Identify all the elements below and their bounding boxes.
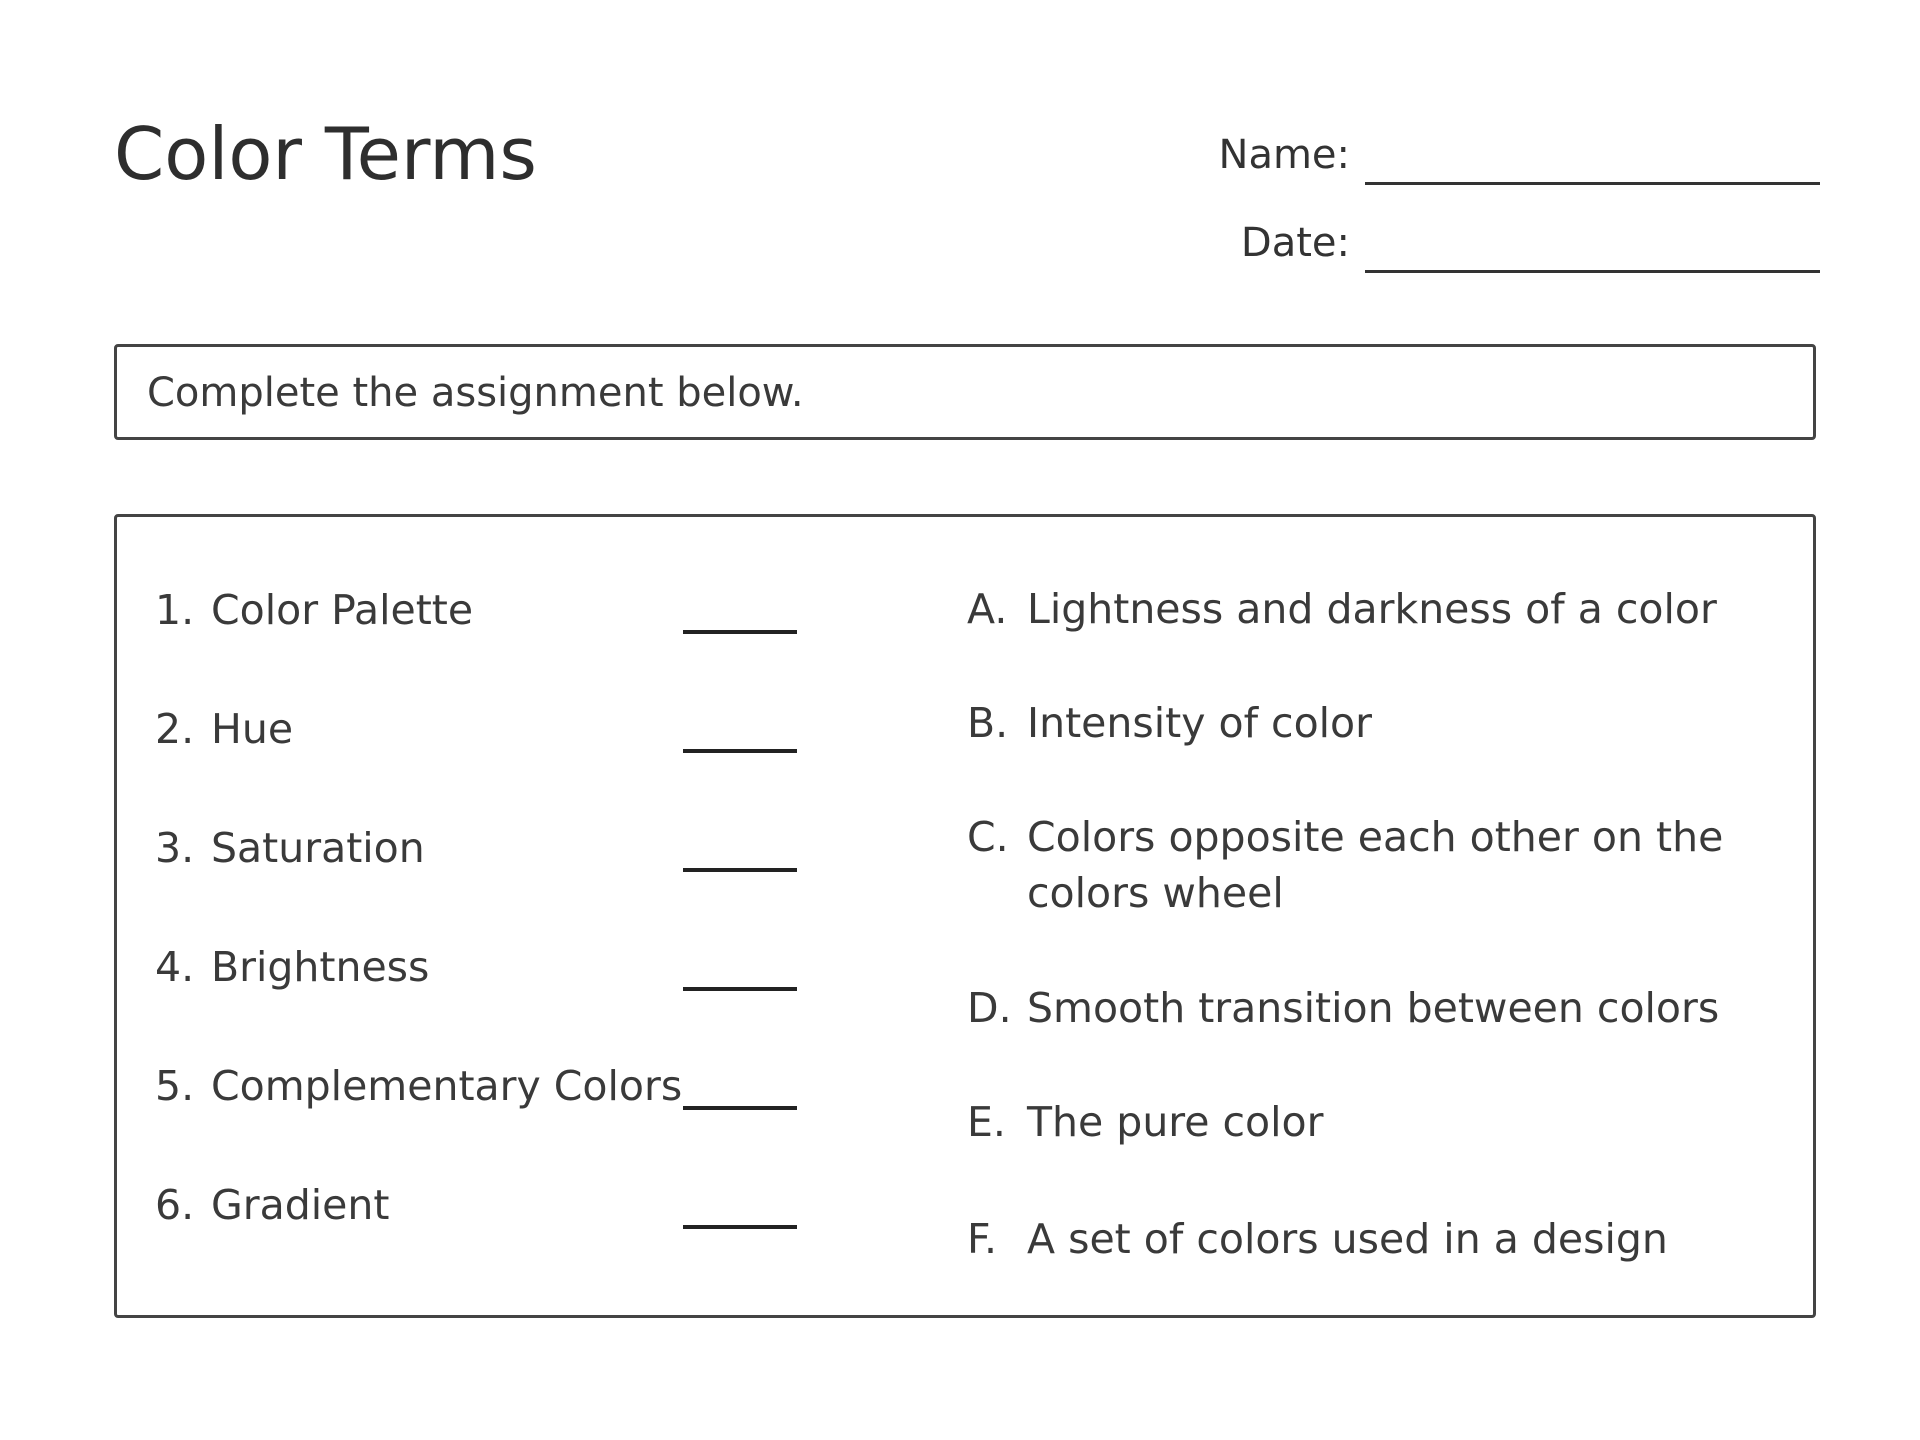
- term-label: Complementary Colors: [211, 1062, 683, 1110]
- name-blank-line[interactable]: [1365, 182, 1820, 185]
- instructions-text: Complete the assignment below.: [147, 370, 804, 416]
- term-label: Saturation: [211, 824, 425, 872]
- page-title: Color Terms: [114, 112, 537, 196]
- term-label: Hue: [211, 705, 294, 753]
- definition-item: [967, 1211, 1787, 1267]
- definition-text: A set of colors used in a design: [1027, 1215, 1668, 1263]
- definition-item: [967, 581, 1787, 637]
- term-item: [155, 1061, 682, 1111]
- answer-blank-1[interactable]: [683, 630, 797, 634]
- term-item: [155, 942, 429, 992]
- answer-blank-2[interactable]: [683, 749, 797, 753]
- term-number: 5.: [155, 1062, 195, 1110]
- definition-letter: E.: [967, 1098, 1006, 1146]
- answer-blank-5[interactable]: [683, 1106, 797, 1110]
- term-item: [155, 585, 473, 635]
- instructions-box: [114, 344, 1816, 440]
- definition-letter: C.: [967, 813, 1009, 861]
- matching-box: [114, 514, 1816, 1318]
- term-item: [155, 823, 425, 873]
- answer-blank-4[interactable]: [683, 987, 797, 991]
- definition-item: [967, 1094, 1787, 1150]
- term-item: [155, 1180, 389, 1230]
- term-number: 1.: [155, 586, 195, 634]
- definition-text: The pure color: [1027, 1098, 1324, 1146]
- definition-text: Smooth transition between colors: [1027, 984, 1720, 1032]
- definition-text: Colors opposite each other on the colors wheel: [1027, 813, 1724, 917]
- date-label: Date:: [1240, 220, 1350, 266]
- definition-letter: D.: [967, 984, 1012, 1032]
- name-label: Name:: [1218, 132, 1350, 178]
- name-field: [1200, 125, 1820, 185]
- definition-item: [967, 980, 1787, 1036]
- definition-text: Intensity of color: [1027, 699, 1372, 747]
- term-number: 6.: [155, 1181, 195, 1229]
- term-label: Gradient: [211, 1181, 390, 1229]
- answer-blank-3[interactable]: [683, 868, 797, 872]
- definition-item: [967, 809, 1787, 921]
- date-field: [1200, 213, 1820, 273]
- answer-blank-6[interactable]: [683, 1225, 797, 1229]
- term-number: 4.: [155, 943, 195, 991]
- term-item: [155, 704, 293, 754]
- date-blank-line[interactable]: [1365, 270, 1820, 273]
- definition-letter: B.: [967, 699, 1009, 747]
- definition-letter: F.: [967, 1215, 998, 1263]
- term-label: Color Palette: [211, 586, 474, 634]
- term-number: 2.: [155, 705, 195, 753]
- term-number: 3.: [155, 824, 195, 872]
- definition-letter: A.: [967, 585, 1008, 633]
- definition-item: [967, 695, 1787, 751]
- term-label: Brightness: [211, 943, 430, 991]
- definition-text: Lightness and darkness of a color: [1027, 585, 1717, 633]
